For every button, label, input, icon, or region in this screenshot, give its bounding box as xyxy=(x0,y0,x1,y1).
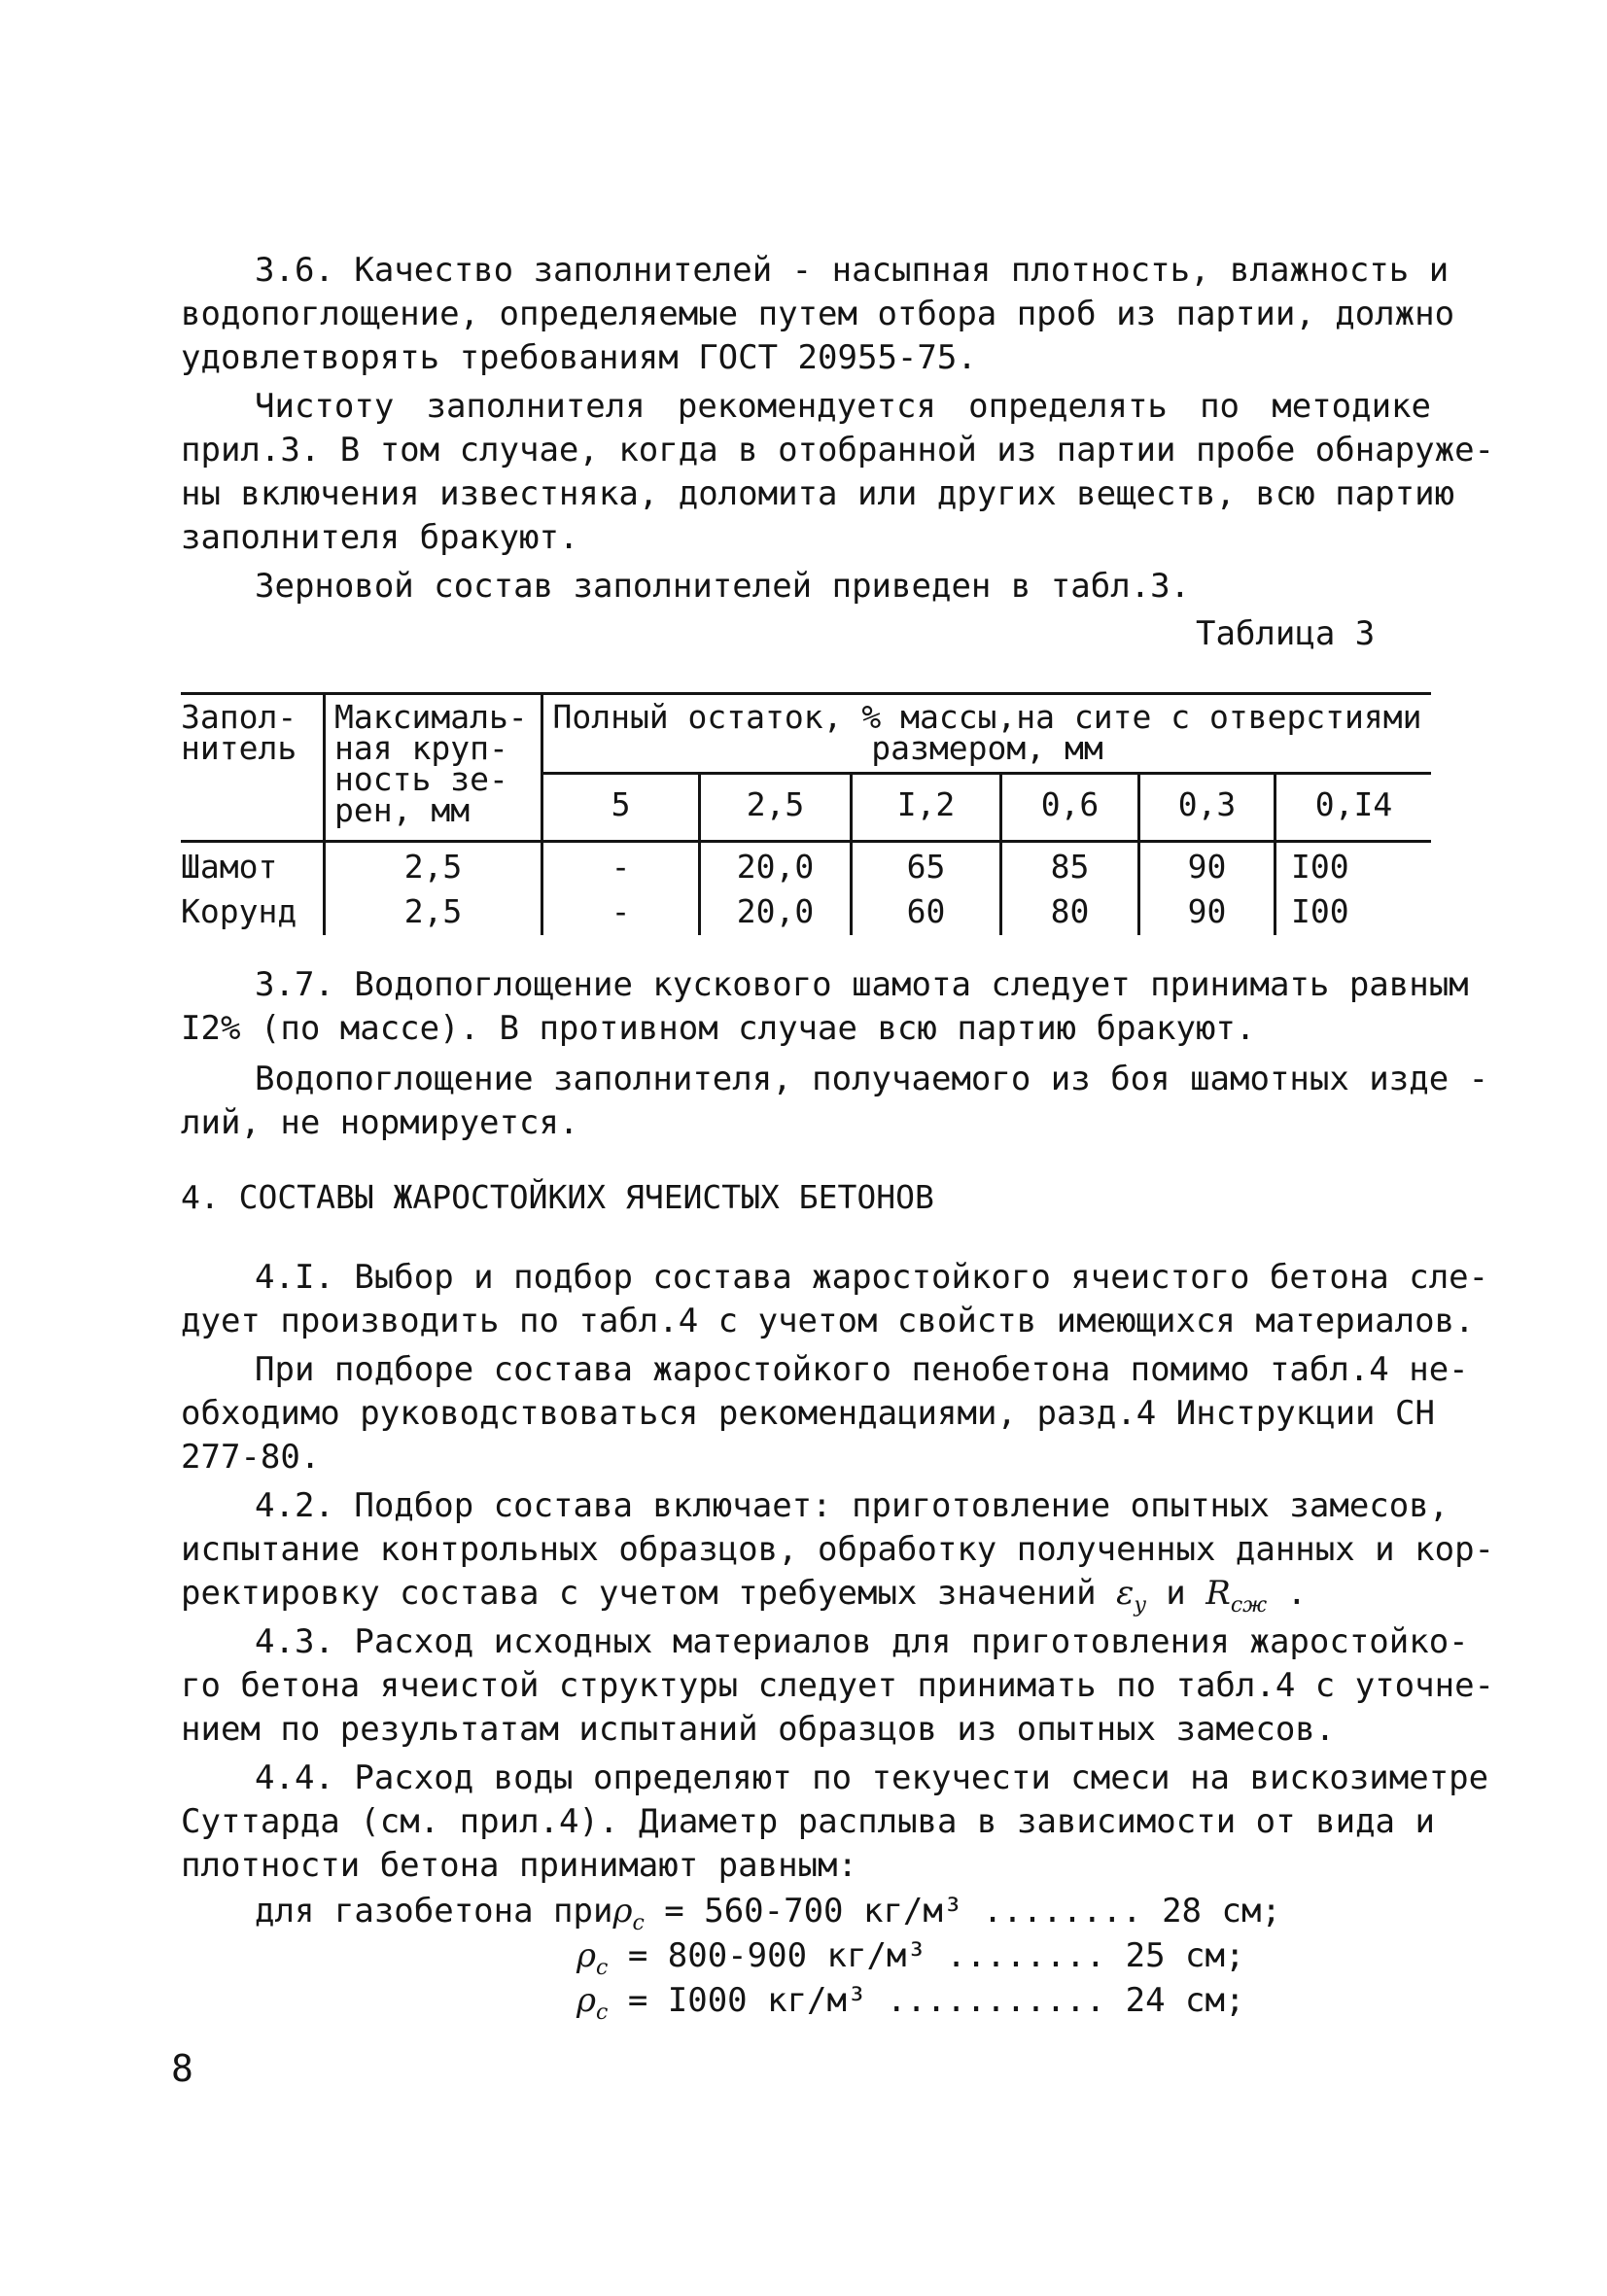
density-subscript: с xyxy=(596,1955,609,1980)
density-letter: ρ xyxy=(612,1892,633,1931)
header-aggregate-line: Запол- xyxy=(181,698,297,736)
sieve-size: I,2 xyxy=(896,785,956,823)
row-value: - xyxy=(611,848,631,886)
strength-symbol-subscript: сж xyxy=(1230,1592,1268,1618)
section-3-6-line-3: удовлетворять требованиям ГОСТ 20955-75. xyxy=(181,338,977,377)
section-3-6-line-2: водопоглощение, определяемые путем отбора проб из партии, должно xyxy=(181,295,1455,333)
header-max-size-line: ность зе- xyxy=(334,760,508,798)
grain-intro: Зерновой состав заполнителей приведен в табл.3. xyxy=(255,567,1191,606)
strain-symbol-letter: ε xyxy=(1116,1574,1135,1613)
conjunction: и xyxy=(1166,1574,1186,1613)
header-residue-line: размером, мм xyxy=(871,729,1103,767)
sieve-size: 0,6 xyxy=(1040,785,1100,823)
density-subscript: с xyxy=(632,1910,645,1935)
row-value: 80 xyxy=(1050,892,1090,930)
section-4-3-line-3: нием по результатам испытаний образцов из опытных замесов. xyxy=(181,1710,1336,1749)
row-value: 90 xyxy=(1187,892,1227,930)
header-max-size-line: ная круп- xyxy=(334,729,508,767)
header-aggregate xyxy=(181,698,323,767)
sieve-size: 0,3 xyxy=(1177,785,1237,823)
table-top-rule xyxy=(181,692,1431,695)
sieve-size: 5 xyxy=(611,785,631,823)
spread-result: 25 см; xyxy=(1125,1936,1245,1975)
header-max-size xyxy=(334,698,539,829)
density-symbol xyxy=(612,1892,645,1935)
sieve-size: 2,5 xyxy=(746,785,805,823)
row-value: 65 xyxy=(906,848,946,886)
row-value: - xyxy=(611,892,631,930)
strain-symbol-subscript: y xyxy=(1134,1592,1146,1618)
section-4-1-line-2: дует производить по табл.4 с учетом свойств имеющихся материалов. xyxy=(181,1302,1475,1340)
row-name: Корунд xyxy=(181,892,297,930)
density-letter: ρ xyxy=(576,1981,596,2020)
strength-symbol xyxy=(1205,1574,1268,1618)
purity-line-4: заполнителя бракуют. xyxy=(181,518,579,557)
density-symbol xyxy=(576,1936,609,1980)
header-residue-group xyxy=(543,698,1431,767)
header-max-size-line: Максималь- xyxy=(334,698,528,736)
table-header-rule xyxy=(181,840,1431,843)
row-value: 90 xyxy=(1187,848,1227,886)
table-subheader-rule xyxy=(541,772,1431,775)
purity-line-1: Чистоту заполнителя рекомендуется определять по методике xyxy=(255,387,1431,426)
section-3-6-line-1: 3.6. Качество заполнителей - насыпная плотность, влажность и xyxy=(255,251,1450,290)
row-value: I00 xyxy=(1291,892,1349,930)
table-3 xyxy=(181,692,1431,935)
section-4-2-line-2: испытание контрольных образцов, обработку полученных данных и кор- xyxy=(181,1530,1495,1569)
section-4-3-line-1: 4.3. Расход исходных материалов для приготовления жаростойко- xyxy=(255,1622,1469,1661)
spread-result: 24 см; xyxy=(1125,1981,1245,2020)
row-value: 85 xyxy=(1050,848,1090,886)
section-4-2-text: ректировку состава с учетом требуемых значений xyxy=(181,1574,1097,1613)
row-max-size: 2,5 xyxy=(403,892,463,930)
section-4-4-line-2: Суттарда (см. прил.4). Диаметр расплыва в зависимости от вида и xyxy=(181,1802,1435,1841)
spread-prefix: для газобетона при xyxy=(255,1892,613,1931)
row-value: I00 xyxy=(1291,848,1349,886)
strength-symbol-letter: R xyxy=(1205,1574,1231,1613)
sentence-end: . xyxy=(1286,1574,1308,1613)
header-aggregate-line: нитель xyxy=(181,729,297,767)
section-4-4-line-1: 4.4. Расход воды определяют по текучести смеси на вискозиметре xyxy=(255,1758,1489,1797)
foam-line-2: обходимо руководствоваться рекомендациями, разд.4 Инструкции СН xyxy=(181,1394,1435,1433)
section-4-2-line-1: 4.2. Подбор состава включает: приготовление опытных замесов, xyxy=(255,1486,1450,1525)
foam-line-3: 277-80. xyxy=(181,1438,321,1477)
row-value: 60 xyxy=(906,892,946,930)
purity-line-3: ны включения известняка, доломита или других веществ, всю партию xyxy=(181,474,1455,513)
table-caption: Таблица 3 xyxy=(1196,614,1376,653)
spread-row-3 xyxy=(576,1979,1244,2035)
row-name: Шамот xyxy=(181,848,278,886)
section-4-heading: 4. СОСТАВЫ ЖАРОСТОЙКИХ ЯЧЕИСТЫХ БЕТОНОВ xyxy=(181,1178,934,1216)
density-symbol xyxy=(576,1981,609,2025)
spread-dots: ........ xyxy=(946,1936,1106,1975)
header-residue-line: Полный остаток, % массы,на сите с отверстиями xyxy=(552,698,1422,736)
spread-value: = I000 кг/м³ xyxy=(627,1981,867,2020)
section-4-4-line-3: плотности бетона принимают равным: xyxy=(181,1846,857,1885)
section-3-7-line-2: I2% (по массе). В противном случае всю партию бракуют. xyxy=(181,1009,1256,1048)
row-value: 20,0 xyxy=(736,892,815,930)
foam-line-1: При подборе состава жаростойкого пенобетона помимо табл.4 не- xyxy=(255,1350,1469,1389)
purity-line-2: прил.3. В том случае, когда в отобранной из партии пробе обнаруже- xyxy=(181,431,1495,470)
row-max-size: 2,5 xyxy=(403,848,463,886)
section-4-2-line-3 xyxy=(181,1572,1307,1627)
density-letter: ρ xyxy=(576,1936,596,1975)
density-subscript: с xyxy=(596,2000,609,2025)
spread-value: = 800-900 кг/м³ xyxy=(627,1936,926,1975)
page-number: 8 xyxy=(171,2047,193,2090)
spread-dots: ........ xyxy=(982,1892,1142,1931)
sieve-size: 0,I4 xyxy=(1314,785,1393,823)
spread-dots: ........... xyxy=(886,1981,1106,2020)
spread-value: = 560-700 кг/м³ xyxy=(664,1892,963,1931)
row-value: 20,0 xyxy=(736,848,815,886)
spread-result: 28 см; xyxy=(1162,1892,1281,1931)
waste-line-1: Водопоглощение заполнителя, получаемого из боя шамотных изде - xyxy=(255,1060,1489,1098)
section-3-7-line-1: 3.7. Водопоглощение кускового шамота следует принимать равным xyxy=(255,965,1469,1004)
section-4-3-line-2: го бетона ячеистой структуры следует принимать по табл.4 с уточне- xyxy=(181,1666,1495,1705)
strain-symbol xyxy=(1116,1574,1146,1618)
waste-line-2: лий, не нормируется. xyxy=(181,1103,579,1142)
header-max-size-line: рен, мм xyxy=(334,791,471,829)
section-4-1-line-1: 4.I. Выбор и подбор состава жаростойкого ячеистого бетона сле- xyxy=(255,1258,1489,1297)
